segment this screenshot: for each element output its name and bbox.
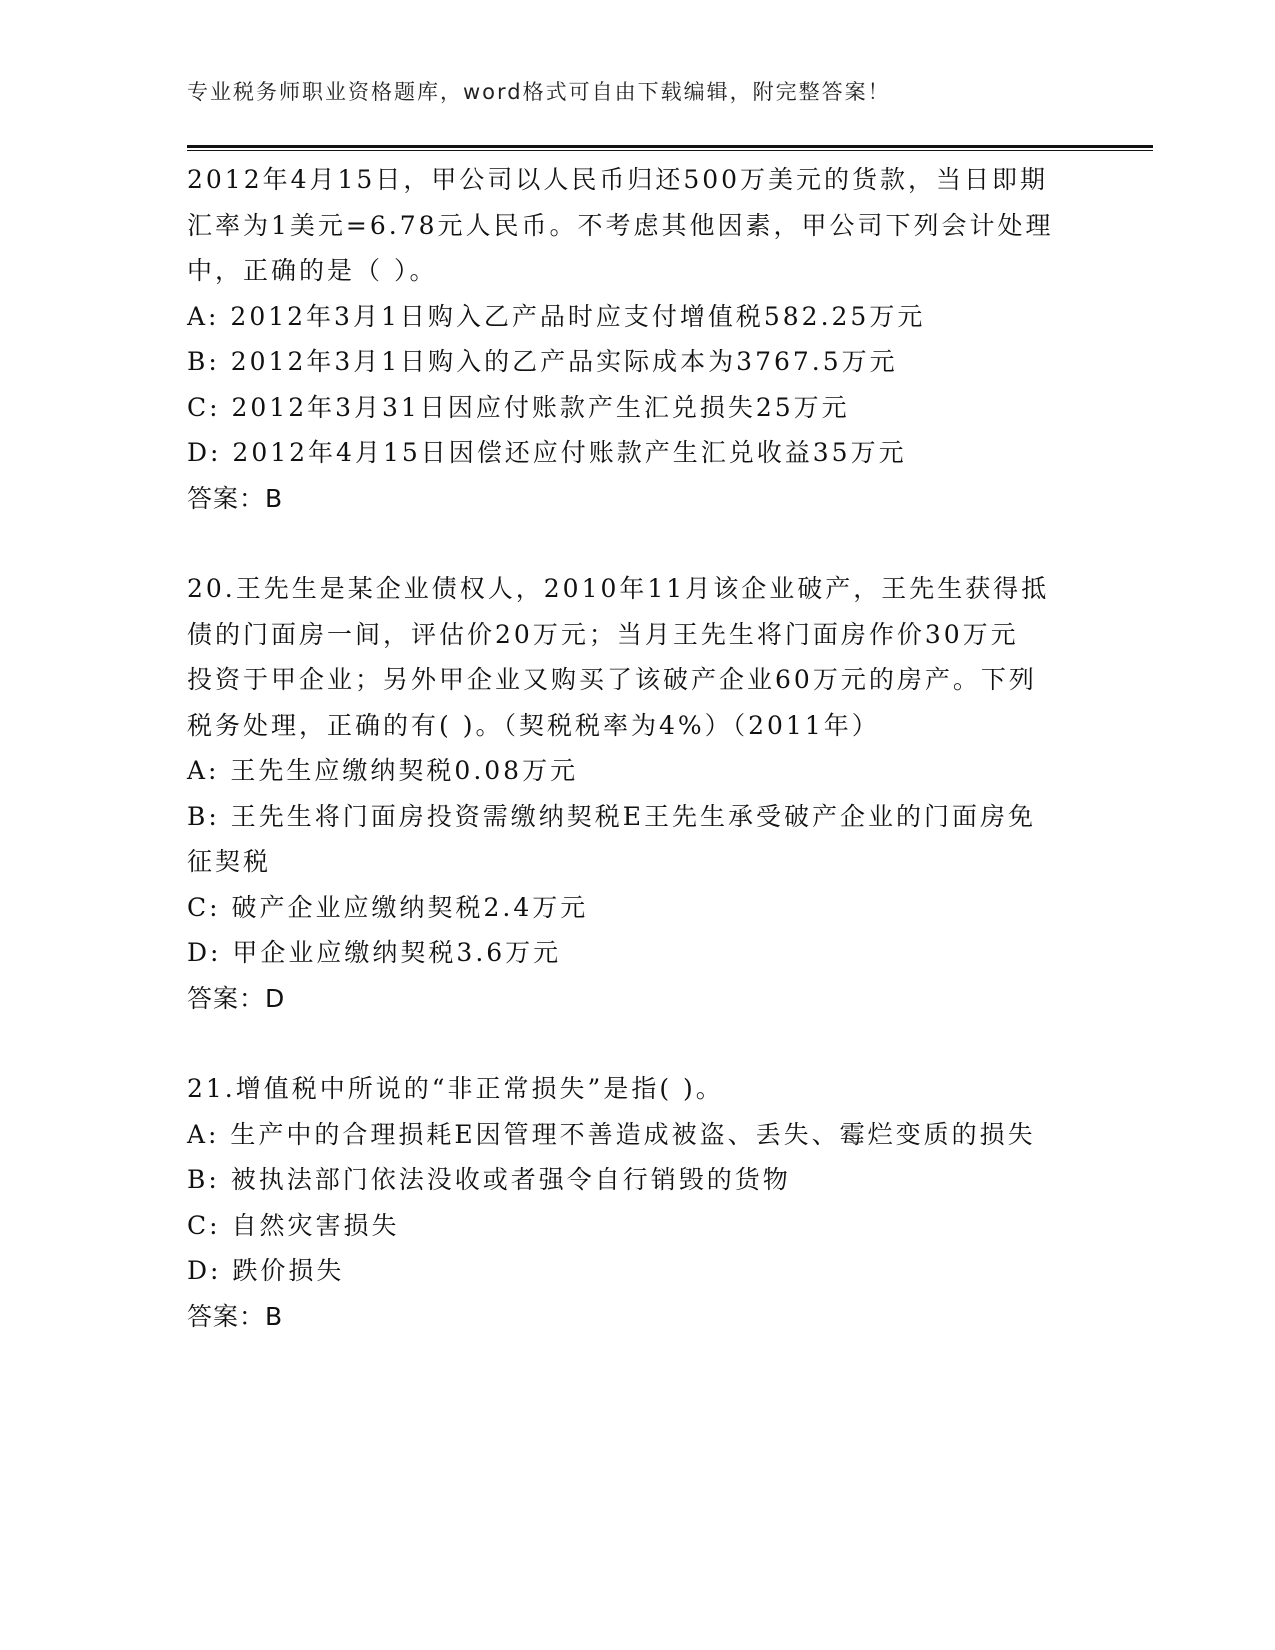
spacer xyxy=(187,521,1087,566)
question-content xyxy=(187,157,1087,1339)
question-21 xyxy=(187,1066,1087,1339)
answer: 答案：B xyxy=(187,1301,284,1331)
page-header: 专业税务师职业资格题库，word格式可自由下载编辑，附完整答案！ xyxy=(187,80,891,104)
option-b: B: 王先生将门面房投资需缴纳契税E王先生承受破产企业的门面房免 xyxy=(187,801,1036,831)
header-rule-thick xyxy=(187,145,1153,148)
option-b: B: 被执法部门依法没收或者强令自行销毁的货物 xyxy=(187,1165,791,1194)
answer: 答案：B xyxy=(187,483,284,513)
question-stem-line: 汇率为1美元=6.78元人民币。不考虑其他因素，甲公司下列会计处理 xyxy=(187,210,1054,240)
option-c: C: 自然灾害损失 xyxy=(187,1210,400,1240)
option-d: D: 2012年4月15日因偿还应付账款产生汇兑收益35万元 xyxy=(187,438,907,467)
answer: 答案：D xyxy=(187,983,286,1013)
question-stem-line: 投资于甲企业；另外甲企业又购买了该破产企业60万元的房产。下列 xyxy=(187,665,1037,694)
option-a: A: 2012年3月1日购入乙产品时应支付增值税582.25万元 xyxy=(187,301,926,331)
question-19 xyxy=(187,157,1087,521)
option-d: D: 甲企业应缴纳契税3.6万元 xyxy=(187,938,562,967)
question-stem-line: 税务处理，正确的有( )。（契税税率为4%）（2011年） xyxy=(187,710,880,740)
spacer xyxy=(187,1021,1087,1066)
option-b: B: 2012年3月1日购入的乙产品实际成本为3767.5万元 xyxy=(187,347,898,376)
question-stem-line: 债的门面房一间，评估价20万元；当月王先生将门面房作价30万元 xyxy=(187,619,1019,649)
option-d: D: 跌价损失 xyxy=(187,1256,345,1285)
header-rule-thin xyxy=(187,150,1153,151)
option-a: A: 王先生应缴纳契税0.08万元 xyxy=(187,756,579,785)
question-stem-line: 2012年4月15日，甲公司以人民币归还500万美元的货款，当日即期 xyxy=(187,165,1049,194)
question-stem-line: 20.王先生是某企业债权人，2010年11月该企业破产，王先生获得抵 xyxy=(187,574,1050,603)
option-c: C: 破产企业应缴纳契税2.4万元 xyxy=(187,892,589,922)
question-stem-line: 21.增值税中所说的“非正常损失”是指( )。 xyxy=(187,1074,724,1103)
option-b-continued: 征契税 xyxy=(187,847,272,876)
question-20 xyxy=(187,566,1087,1021)
option-a: A: 生产中的合理损耗E因管理不善造成被盗、丢失、霉烂变质的损失 xyxy=(187,1119,1036,1149)
option-c: C: 2012年3月31日因应付账款产生汇兑损失25万元 xyxy=(187,392,850,422)
question-stem-line: 中，正确的是（ ）。 xyxy=(187,256,438,285)
